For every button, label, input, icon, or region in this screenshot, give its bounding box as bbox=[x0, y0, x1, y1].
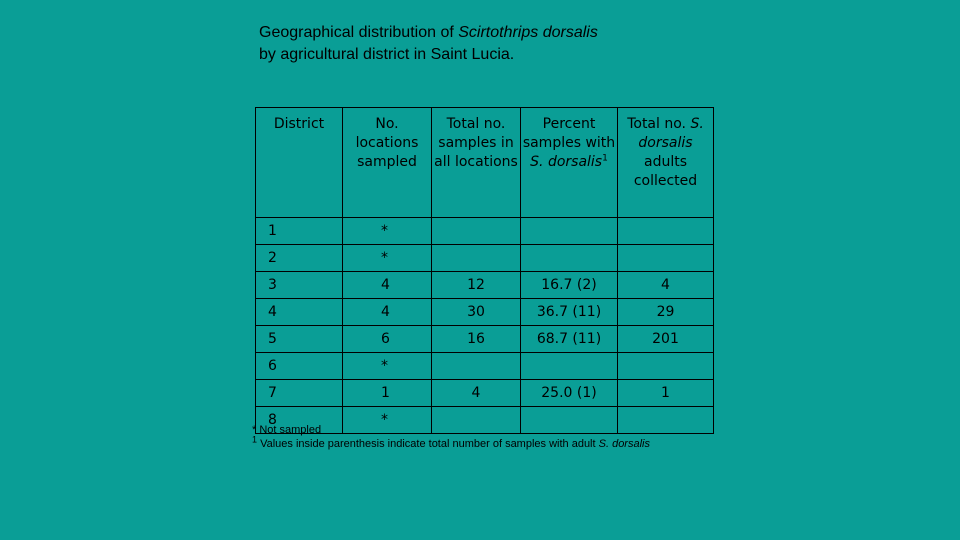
cell-samples: 4 bbox=[432, 380, 521, 407]
cell-adults: 29 bbox=[618, 299, 714, 326]
table-row bbox=[256, 353, 714, 380]
footnote-text: Values inside parenthesis indicate total number of samples with adult bbox=[257, 438, 599, 450]
cell-district: 8 bbox=[256, 407, 343, 434]
cell-locations: * bbox=[343, 353, 432, 380]
cell-district: 4 bbox=[256, 299, 343, 326]
cell-percent: 36.7 (11) bbox=[521, 299, 618, 326]
cell-locations: 1 bbox=[343, 380, 432, 407]
cell-locations: 6 bbox=[343, 326, 432, 353]
header-percent-species: S. dorsalis bbox=[530, 154, 603, 170]
cell-district: 6 bbox=[256, 353, 343, 380]
footnote-not-sampled: * Not sampled bbox=[252, 424, 322, 436]
cell-adults bbox=[618, 245, 714, 272]
cell-locations: * bbox=[343, 245, 432, 272]
footnotes bbox=[252, 423, 812, 451]
table-row bbox=[256, 218, 714, 245]
cell-locations: * bbox=[343, 407, 432, 434]
title-line-2: by agricultural district in Saint Lucia. bbox=[259, 46, 515, 63]
cell-adults: 201 bbox=[618, 326, 714, 353]
cell-percent bbox=[521, 353, 618, 380]
table-header-row bbox=[256, 108, 714, 218]
cell-samples bbox=[432, 218, 521, 245]
cell-adults: 4 bbox=[618, 272, 714, 299]
cell-district: 5 bbox=[256, 326, 343, 353]
cell-district: 1 bbox=[256, 218, 343, 245]
cell-samples: 30 bbox=[432, 299, 521, 326]
header-adults-prefix: Total no. bbox=[627, 116, 691, 132]
header-locations: No. locations sampled bbox=[343, 108, 432, 218]
table-row bbox=[256, 380, 714, 407]
header-adults-suffix: adults collected bbox=[633, 154, 698, 189]
footnote-sup: 1 bbox=[252, 434, 258, 445]
cell-adults: 1 bbox=[618, 380, 714, 407]
cell-percent: 68.7 (11) bbox=[521, 326, 618, 353]
cell-locations: 4 bbox=[343, 272, 432, 299]
footnote-parenthesis bbox=[252, 434, 812, 451]
header-samples: Total no. samples in all locations bbox=[432, 108, 521, 218]
cell-percent bbox=[521, 218, 618, 245]
header-adults bbox=[618, 108, 714, 218]
title-species: Scirtothrips dorsalis bbox=[458, 24, 598, 41]
cell-samples: 12 bbox=[432, 272, 521, 299]
cell-locations: 4 bbox=[343, 299, 432, 326]
cell-adults bbox=[618, 218, 714, 245]
header-percent-sup: 1 bbox=[602, 153, 608, 164]
footnote-species: S. dorsalis bbox=[598, 438, 650, 450]
header-district: District bbox=[256, 108, 343, 218]
cell-district: 2 bbox=[256, 245, 343, 272]
cell-samples bbox=[432, 353, 521, 380]
cell-district: 7 bbox=[256, 380, 343, 407]
table-row bbox=[256, 245, 714, 272]
cell-district: 3 bbox=[256, 272, 343, 299]
cell-adults bbox=[618, 353, 714, 380]
header-percent bbox=[521, 108, 618, 218]
slide-title bbox=[259, 22, 859, 66]
cell-percent: 16.7 (2) bbox=[521, 272, 618, 299]
cell-locations: * bbox=[343, 218, 432, 245]
header-adults-species: S. dorsalis bbox=[638, 116, 704, 151]
header-percent-prefix: Percent samples with bbox=[522, 116, 616, 151]
table-row bbox=[256, 299, 714, 326]
table-row bbox=[256, 272, 714, 299]
cell-samples: 16 bbox=[432, 326, 521, 353]
cell-percent bbox=[521, 245, 618, 272]
cell-percent: 25.0 (1) bbox=[521, 380, 618, 407]
title-prefix: Geographical distribution of bbox=[259, 24, 459, 41]
distribution-table bbox=[255, 107, 714, 434]
cell-samples bbox=[432, 245, 521, 272]
table-row bbox=[256, 326, 714, 353]
